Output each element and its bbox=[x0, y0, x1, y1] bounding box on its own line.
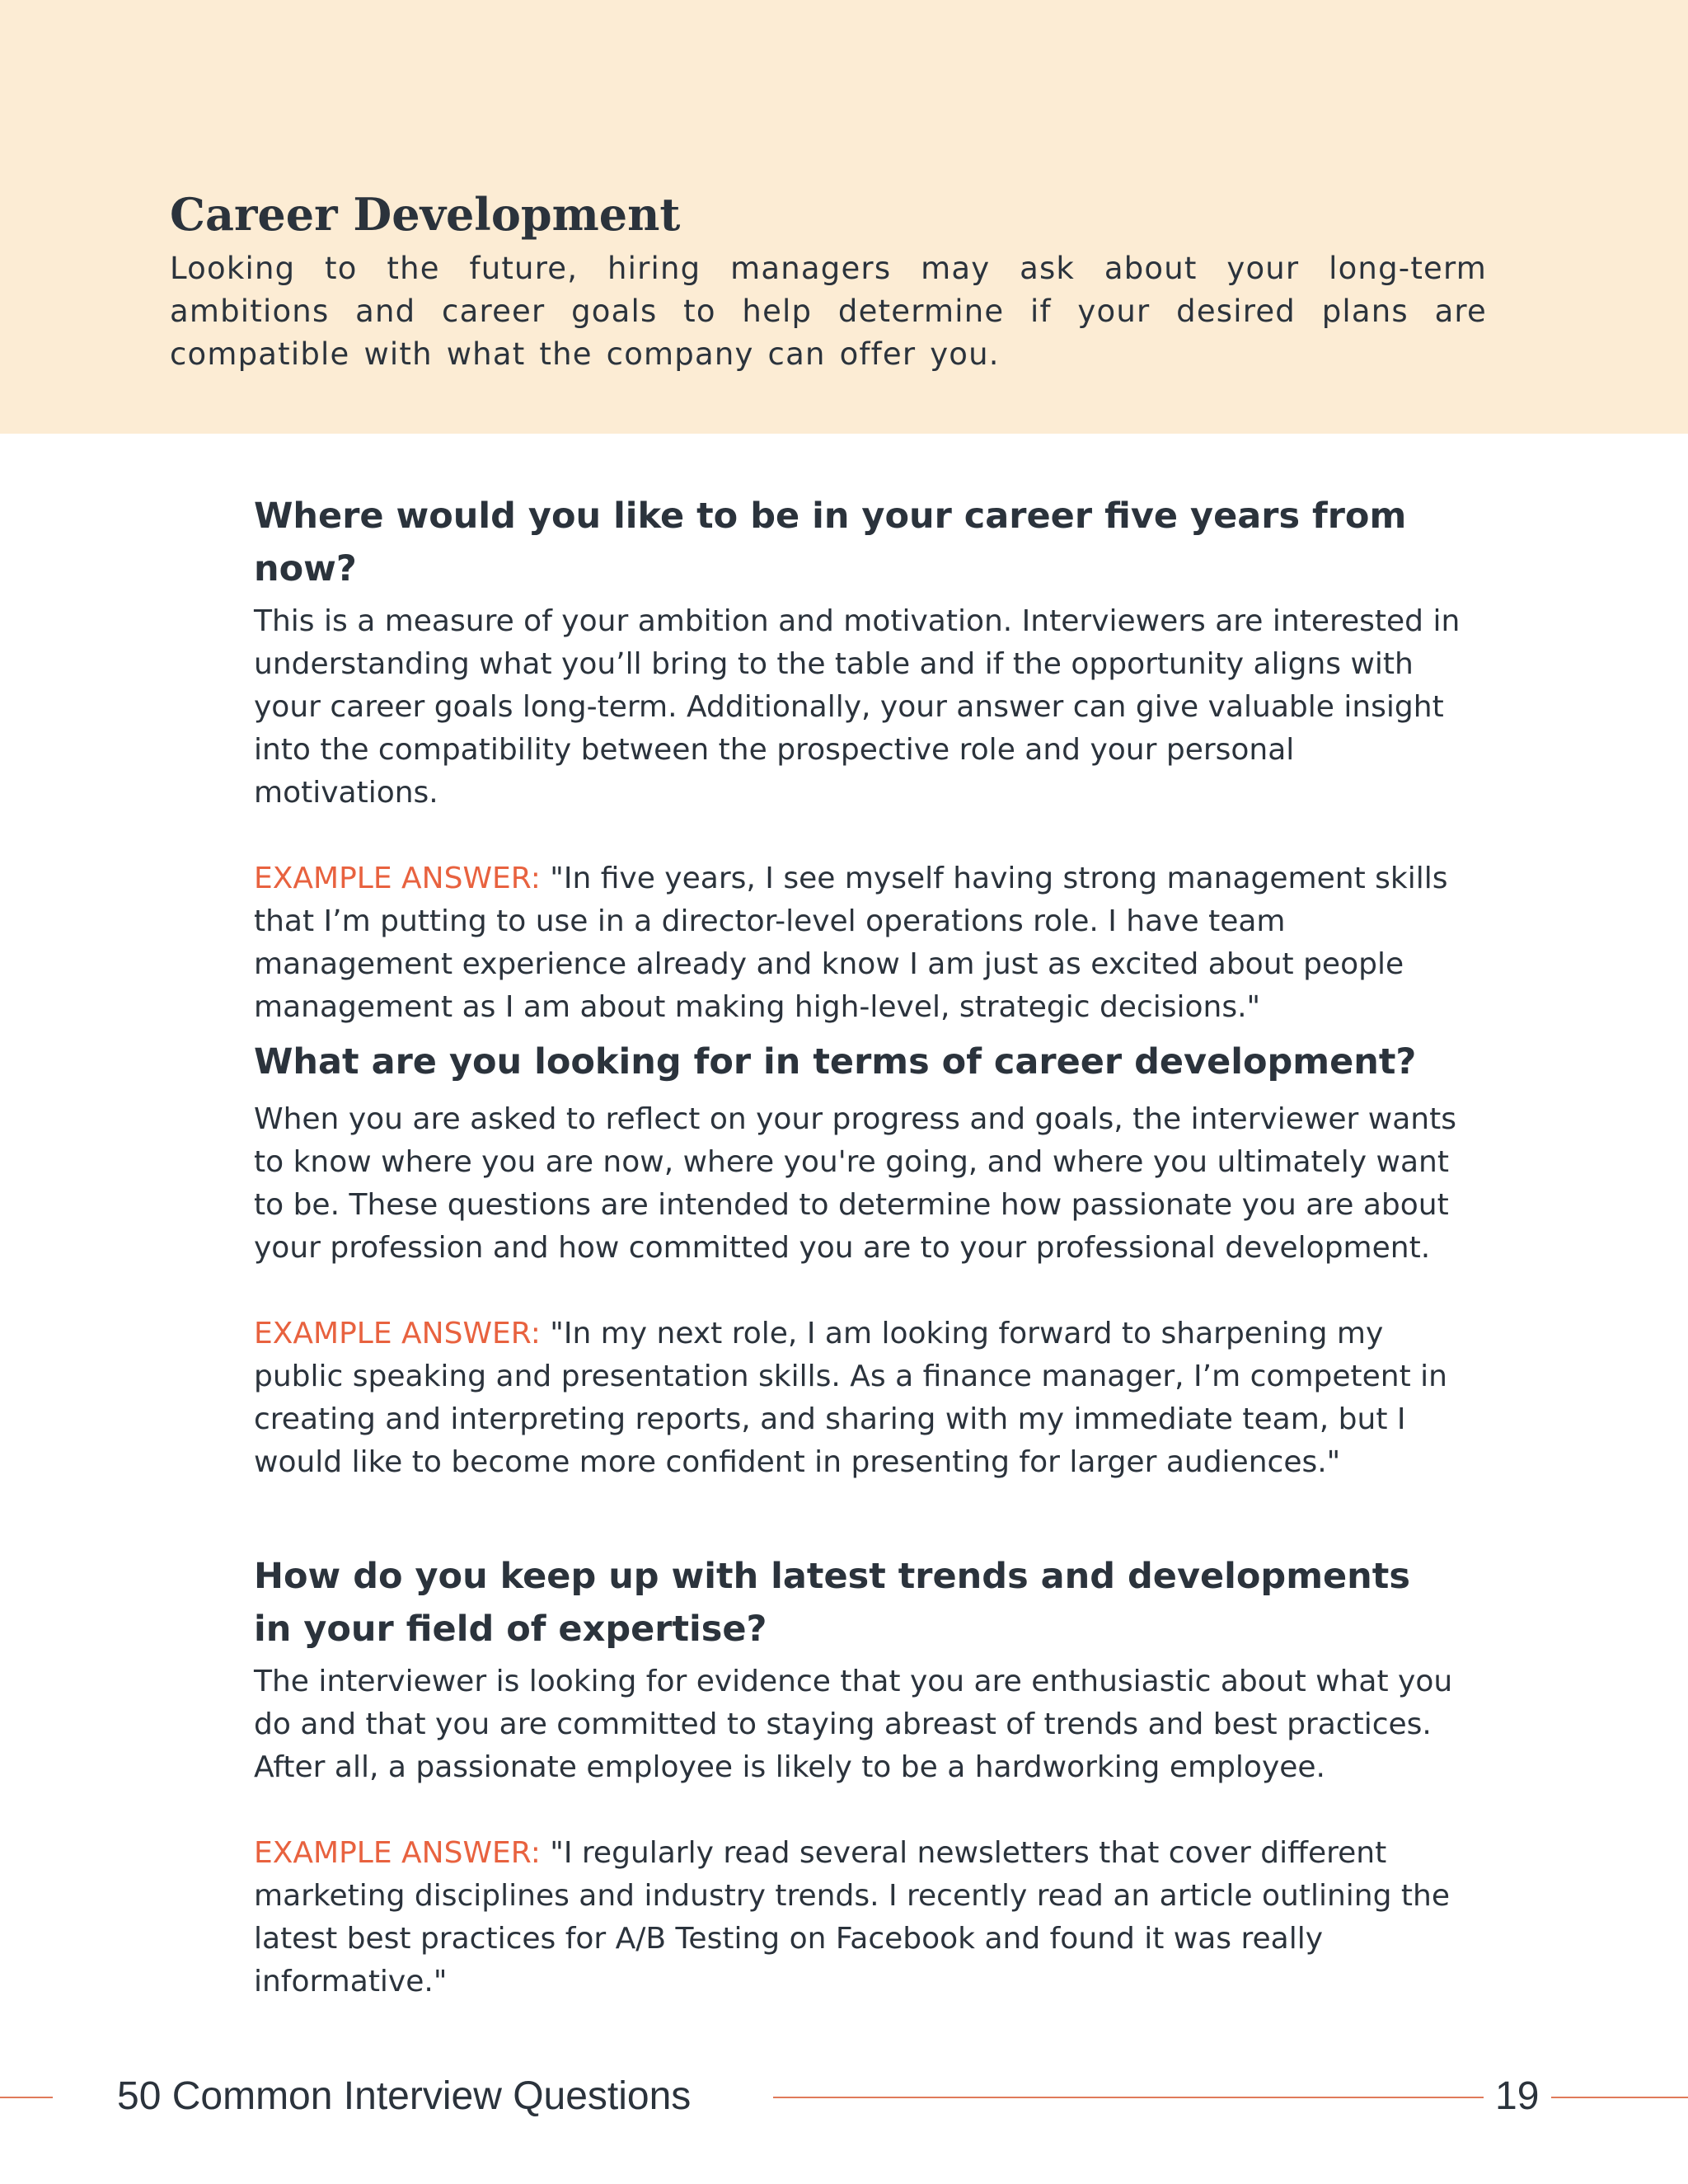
section-title: Career Development bbox=[170, 188, 681, 241]
question-block-2 bbox=[254, 1036, 1474, 1484]
example-answer bbox=[254, 1313, 1474, 1484]
example-answer bbox=[254, 1832, 1474, 2003]
header-banner bbox=[0, 0, 1688, 434]
question-explanation: The interviewer is looking for evidence that you are enthusiastic about what you do and that you are committed to staying abreast of trends and best practices. After all, a passionate employee is likely to be a hardworking employee. bbox=[254, 1665, 1453, 1784]
question-heading-line-2: in your field of expertise? bbox=[254, 1609, 767, 1650]
example-answer-label: EXAMPLE ANSWER: bbox=[254, 1317, 541, 1350]
question-heading bbox=[254, 1550, 1474, 1656]
footer-document-title: 50 Common Interview Questions bbox=[117, 2074, 692, 2118]
question-block-1 bbox=[254, 490, 1474, 1029]
example-answer-label: EXAMPLE ANSWER: bbox=[254, 1836, 541, 1870]
question-explanation: When you are asked to reflect on your progress and goals, the interviewer wants to know where you are now, where you're going, and where you ultimately want to be. These questions are intended to determine how passionate you are about your profession and how committed you are to your professional development. bbox=[254, 1102, 1456, 1265]
example-answer bbox=[254, 857, 1474, 1029]
footer-rule-left bbox=[0, 2097, 53, 2098]
question-heading: What are you looking for in terms of career development? bbox=[254, 1041, 1417, 1083]
example-answer-text: "In my next role, I am looking forward to sharpening my public speaking and presentation skills. As a finance manager, I’m competent in creating and interpreting reports, and sharing with my immediate team, but I would like to become more confident in presenting for larger audiences." bbox=[254, 1317, 1447, 1479]
question-heading-line-1: How do you keep up with latest trends and developments bbox=[254, 1556, 1410, 1597]
question-explanation: This is a measure of your ambition and motivation. Interviewers are interested in understanding what you’ll bring to the table and if the opportunity aligns with your career goals long-term. Additionally, your answer can give valuable insight into the compatibility between the prospective role and your personal motivations. bbox=[254, 604, 1461, 810]
example-answer-text: "In five years, I see myself having strong management skills that I’m putting to use in a director-level operations role. I have team management experience already and know I am just as excited about people management as I am about making high-level, strategic decisions." bbox=[254, 862, 1448, 1024]
footer-rule-middle bbox=[773, 2097, 1484, 2098]
example-answer-text: "I regularly read several newsletters that cover different marketing disciplines and industry trends. I recently read an article outlining the latest best practices for A/B Testing on Facebook and found it was really informative." bbox=[254, 1836, 1450, 1998]
question-heading: Where would you like to be in your career five years from now? bbox=[254, 496, 1407, 589]
page-number: 19 bbox=[1495, 2074, 1540, 2118]
example-answer-label: EXAMPLE ANSWER: bbox=[254, 862, 541, 895]
footer-rule-right bbox=[1551, 2097, 1688, 2098]
question-block-3 bbox=[254, 1550, 1474, 2003]
section-intro: Looking to the future, hiring managers may ask about your long-term ambitions and career goals to help determine if your desired plans are compatible with what the company can offer you. bbox=[170, 251, 1487, 372]
